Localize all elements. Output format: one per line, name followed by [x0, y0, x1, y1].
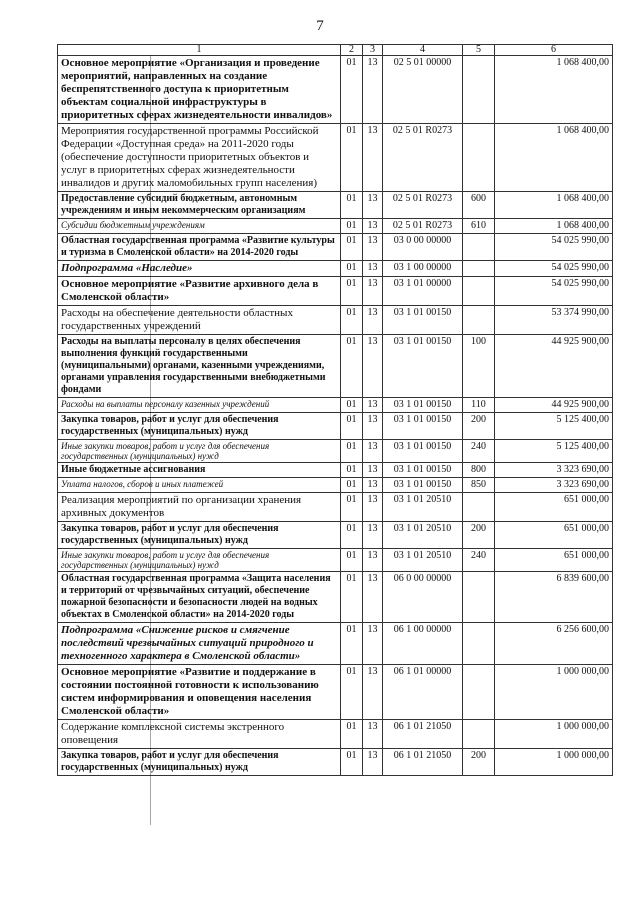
- row-amount: 1 000 000,00: [495, 720, 613, 749]
- row-target-article: 02 5 01 R0273: [383, 192, 463, 219]
- table-row: [58, 277, 613, 306]
- row-target-article: 03 1 01 00000: [383, 277, 463, 306]
- row-expense-type: [463, 124, 495, 192]
- row-subsection-code: 13: [363, 261, 383, 277]
- row-description: Содержание комплексной системы экстренного оповещения: [58, 720, 341, 749]
- table-row: [58, 665, 613, 720]
- row-subsection-code: 13: [363, 463, 383, 478]
- row-section-code: 01: [341, 623, 363, 665]
- column-header: 5: [463, 45, 495, 56]
- row-target-article: 03 1 01 00150: [383, 398, 463, 413]
- row-amount: 3 323 690,00: [495, 463, 613, 478]
- page-number: 7: [316, 18, 324, 34]
- budget-table: [57, 44, 613, 776]
- row-amount: 54 025 990,00: [495, 277, 613, 306]
- table-row: [58, 413, 613, 440]
- row-description: Иные закупки товаров, работ и услуг для обеспечения государственных (муниципальных) нужд: [58, 440, 341, 463]
- row-expense-type: [463, 56, 495, 124]
- column-header: 1: [58, 45, 341, 56]
- table-row: [58, 440, 613, 463]
- row-expense-type: 110: [463, 398, 495, 413]
- row-expense-type: 200: [463, 749, 495, 776]
- table-row: [58, 749, 613, 776]
- row-amount: 651 000,00: [495, 493, 613, 522]
- row-description: Субсидии бюджетным учреждениям: [58, 219, 341, 234]
- row-amount: 6 839 600,00: [495, 572, 613, 623]
- row-expense-type: 240: [463, 549, 495, 572]
- row-section-code: 01: [341, 234, 363, 261]
- row-section-code: 01: [341, 572, 363, 623]
- row-amount: 54 025 990,00: [495, 261, 613, 277]
- row-expense-type: [463, 306, 495, 335]
- row-amount: 44 925 900,00: [495, 398, 613, 413]
- row-description: Предоставление субсидий бюджетным, автономным учреждениям и иным некоммерческим организациям: [58, 192, 341, 219]
- row-expense-type: [463, 572, 495, 623]
- table-row: [58, 493, 613, 522]
- row-description: Областная государственная программа «Развитие культуры и туризма в Смоленской области» на 2014-2020 годы: [58, 234, 341, 261]
- table-row: [58, 306, 613, 335]
- row-expense-type: [463, 261, 495, 277]
- row-subsection-code: 13: [363, 720, 383, 749]
- table-body: [58, 56, 613, 776]
- table-row: [58, 463, 613, 478]
- table-row: [58, 56, 613, 124]
- row-amount: 44 925 900,00: [495, 335, 613, 398]
- row-section-code: 01: [341, 665, 363, 720]
- table-row: [58, 192, 613, 219]
- row-subsection-code: 13: [363, 124, 383, 192]
- row-expense-type: [463, 493, 495, 522]
- row-section-code: 01: [341, 463, 363, 478]
- row-section-code: 01: [341, 124, 363, 192]
- row-section-code: 01: [341, 549, 363, 572]
- row-target-article: 03 1 01 00150: [383, 478, 463, 493]
- row-subsection-code: 13: [363, 192, 383, 219]
- row-section-code: 01: [341, 478, 363, 493]
- row-section-code: 01: [341, 277, 363, 306]
- row-expense-type: [463, 623, 495, 665]
- row-subsection-code: 13: [363, 413, 383, 440]
- row-expense-type: [463, 665, 495, 720]
- row-amount: 1 068 400,00: [495, 192, 613, 219]
- row-description: Уплата налогов, сборов и иных платежей: [58, 478, 341, 493]
- table-row: [58, 234, 613, 261]
- row-section-code: 01: [341, 413, 363, 440]
- row-subsection-code: 13: [363, 440, 383, 463]
- row-description: Закупка товаров, работ и услуг для обеспечения государственных (муниципальных) нужд: [58, 749, 341, 776]
- table-row: [58, 335, 613, 398]
- row-subsection-code: 13: [363, 335, 383, 398]
- row-section-code: 01: [341, 56, 363, 124]
- row-target-article: 03 1 01 00150: [383, 440, 463, 463]
- row-subsection-code: 13: [363, 478, 383, 493]
- row-amount: 5 125 400,00: [495, 440, 613, 463]
- row-expense-type: [463, 234, 495, 261]
- row-target-article: 03 1 01 00150: [383, 463, 463, 478]
- row-amount: 1 068 400,00: [495, 56, 613, 124]
- row-target-article: 02 5 01 R0273: [383, 219, 463, 234]
- row-section-code: 01: [341, 335, 363, 398]
- row-description: Основное мероприятие «Развитие и поддержание в состоянии постоянной готовности к использованию систем информирования и оповещения населения Смоленской области»: [58, 665, 341, 720]
- table-row: [58, 478, 613, 493]
- table-row: [58, 219, 613, 234]
- row-target-article: 03 1 01 00150: [383, 306, 463, 335]
- row-subsection-code: 13: [363, 749, 383, 776]
- row-target-article: 03 1 00 00000: [383, 261, 463, 277]
- row-subsection-code: 13: [363, 493, 383, 522]
- row-subsection-code: 13: [363, 234, 383, 261]
- row-expense-type: 100: [463, 335, 495, 398]
- scan-fold-line: [150, 55, 151, 825]
- row-target-article: 03 0 00 00000: [383, 234, 463, 261]
- row-section-code: 01: [341, 493, 363, 522]
- row-section-code: 01: [341, 522, 363, 549]
- table-row: [58, 623, 613, 665]
- row-amount: 54 025 990,00: [495, 234, 613, 261]
- row-target-article: 02 5 01 R0273: [383, 124, 463, 192]
- row-subsection-code: 13: [363, 572, 383, 623]
- row-description: Расходы на выплаты персоналу в целях обеспечения выполнения функций государственными (муниципальными) органами, казенными учреждениями, органами управления государственными внебюджетными фондами: [58, 335, 341, 398]
- table-row: [58, 549, 613, 572]
- row-target-article: 06 1 01 21050: [383, 720, 463, 749]
- row-subsection-code: 13: [363, 623, 383, 665]
- row-amount: 5 125 400,00: [495, 413, 613, 440]
- table-row: [58, 720, 613, 749]
- row-target-article: 06 0 00 00000: [383, 572, 463, 623]
- row-description: Основное мероприятие «Организация и проведение мероприятий, направленных на создание беспрепятственного доступа к приоритетным объектам социальной инфраструктуры в приоритетных сферах жизнедеятельности инвалидов»: [58, 56, 341, 124]
- row-amount: 3 323 690,00: [495, 478, 613, 493]
- row-section-code: 01: [341, 192, 363, 219]
- row-subsection-code: 13: [363, 549, 383, 572]
- row-expense-type: 200: [463, 413, 495, 440]
- row-description: Закупка товаров, работ и услуг для обеспечения государственных (муниципальных) нужд: [58, 522, 341, 549]
- row-subsection-code: 13: [363, 56, 383, 124]
- row-target-article: 03 1 01 00150: [383, 335, 463, 398]
- column-header: 6: [495, 45, 613, 56]
- row-section-code: 01: [341, 440, 363, 463]
- row-subsection-code: 13: [363, 306, 383, 335]
- row-description: Областная государственная программа «Защита населения и территорий от чрезвычайных ситуаций, обеспечение пожарной безопасности и безопасности людей на водных объектах в Смоленской области» на 2014-2020 годы: [58, 572, 341, 623]
- row-target-article: 03 1 01 20510: [383, 522, 463, 549]
- table-row: [58, 124, 613, 192]
- row-amount: 651 000,00: [495, 549, 613, 572]
- row-section-code: 01: [341, 720, 363, 749]
- row-description: Подпрограмма «Наследие»: [58, 261, 341, 277]
- row-section-code: 01: [341, 261, 363, 277]
- row-description: Основное мероприятие «Развитие архивного дела в Смоленской области»: [58, 277, 341, 306]
- row-description: Иные закупки товаров, работ и услуг для обеспечения государственных (муниципальных) нужд: [58, 549, 341, 572]
- table-row: [58, 398, 613, 413]
- row-expense-type: 600: [463, 192, 495, 219]
- row-section-code: 01: [341, 398, 363, 413]
- row-expense-type: 800: [463, 463, 495, 478]
- row-expense-type: 200: [463, 522, 495, 549]
- row-expense-type: 240: [463, 440, 495, 463]
- row-target-article: 02 5 01 00000: [383, 56, 463, 124]
- row-expense-type: [463, 720, 495, 749]
- row-description: Иные бюджетные ассигнования: [58, 463, 341, 478]
- row-amount: 1 000 000,00: [495, 665, 613, 720]
- row-description: Закупка товаров, работ и услуг для обеспечения государственных (муниципальных) нужд: [58, 413, 341, 440]
- row-description: Подпрограмма «Снижение рисков и смягчение последствий чрезвычайных ситуаций природного и техногенного характера в Смоленской области»: [58, 623, 341, 665]
- column-header: 2: [341, 45, 363, 56]
- row-description: Расходы на выплаты персоналу казенных учреждений: [58, 398, 341, 413]
- row-target-article: 06 1 01 21050: [383, 749, 463, 776]
- row-subsection-code: 13: [363, 219, 383, 234]
- row-amount: 651 000,00: [495, 522, 613, 549]
- row-description: Расходы на обеспечение деятельности областных государственных учреждений: [58, 306, 341, 335]
- table-row: [58, 572, 613, 623]
- row-amount: 1 068 400,00: [495, 219, 613, 234]
- row-subsection-code: 13: [363, 398, 383, 413]
- row-amount: 6 256 600,00: [495, 623, 613, 665]
- row-expense-type: [463, 277, 495, 306]
- row-subsection-code: 13: [363, 277, 383, 306]
- column-header: 3: [363, 45, 383, 56]
- row-target-article: 03 1 01 20510: [383, 493, 463, 522]
- row-expense-type: 610: [463, 219, 495, 234]
- row-subsection-code: 13: [363, 522, 383, 549]
- table-row: [58, 522, 613, 549]
- row-section-code: 01: [341, 749, 363, 776]
- row-target-article: 06 1 01 00000: [383, 665, 463, 720]
- row-target-article: 03 1 01 20510: [383, 549, 463, 572]
- row-amount: 1 068 400,00: [495, 124, 613, 192]
- row-section-code: 01: [341, 306, 363, 335]
- column-header: 4: [383, 45, 463, 56]
- row-amount: 1 000 000,00: [495, 749, 613, 776]
- row-description: Мероприятия государственной программы Российской Федерации «Доступная среда» на 2011-2020 годы (обеспечение доступности приоритетных объектов и услуг в приоритетных сферах жизнедеятельности инвалидов и других маломобильных групп населения): [58, 124, 341, 192]
- row-amount: 53 374 990,00: [495, 306, 613, 335]
- table-row: [58, 261, 613, 277]
- table-header-row: [58, 45, 613, 56]
- row-section-code: 01: [341, 219, 363, 234]
- row-description: Реализация мероприятий по организации хранения архивных документов: [58, 493, 341, 522]
- row-expense-type: 850: [463, 478, 495, 493]
- row-subsection-code: 13: [363, 665, 383, 720]
- row-target-article: 03 1 01 00150: [383, 413, 463, 440]
- row-target-article: 06 1 00 00000: [383, 623, 463, 665]
